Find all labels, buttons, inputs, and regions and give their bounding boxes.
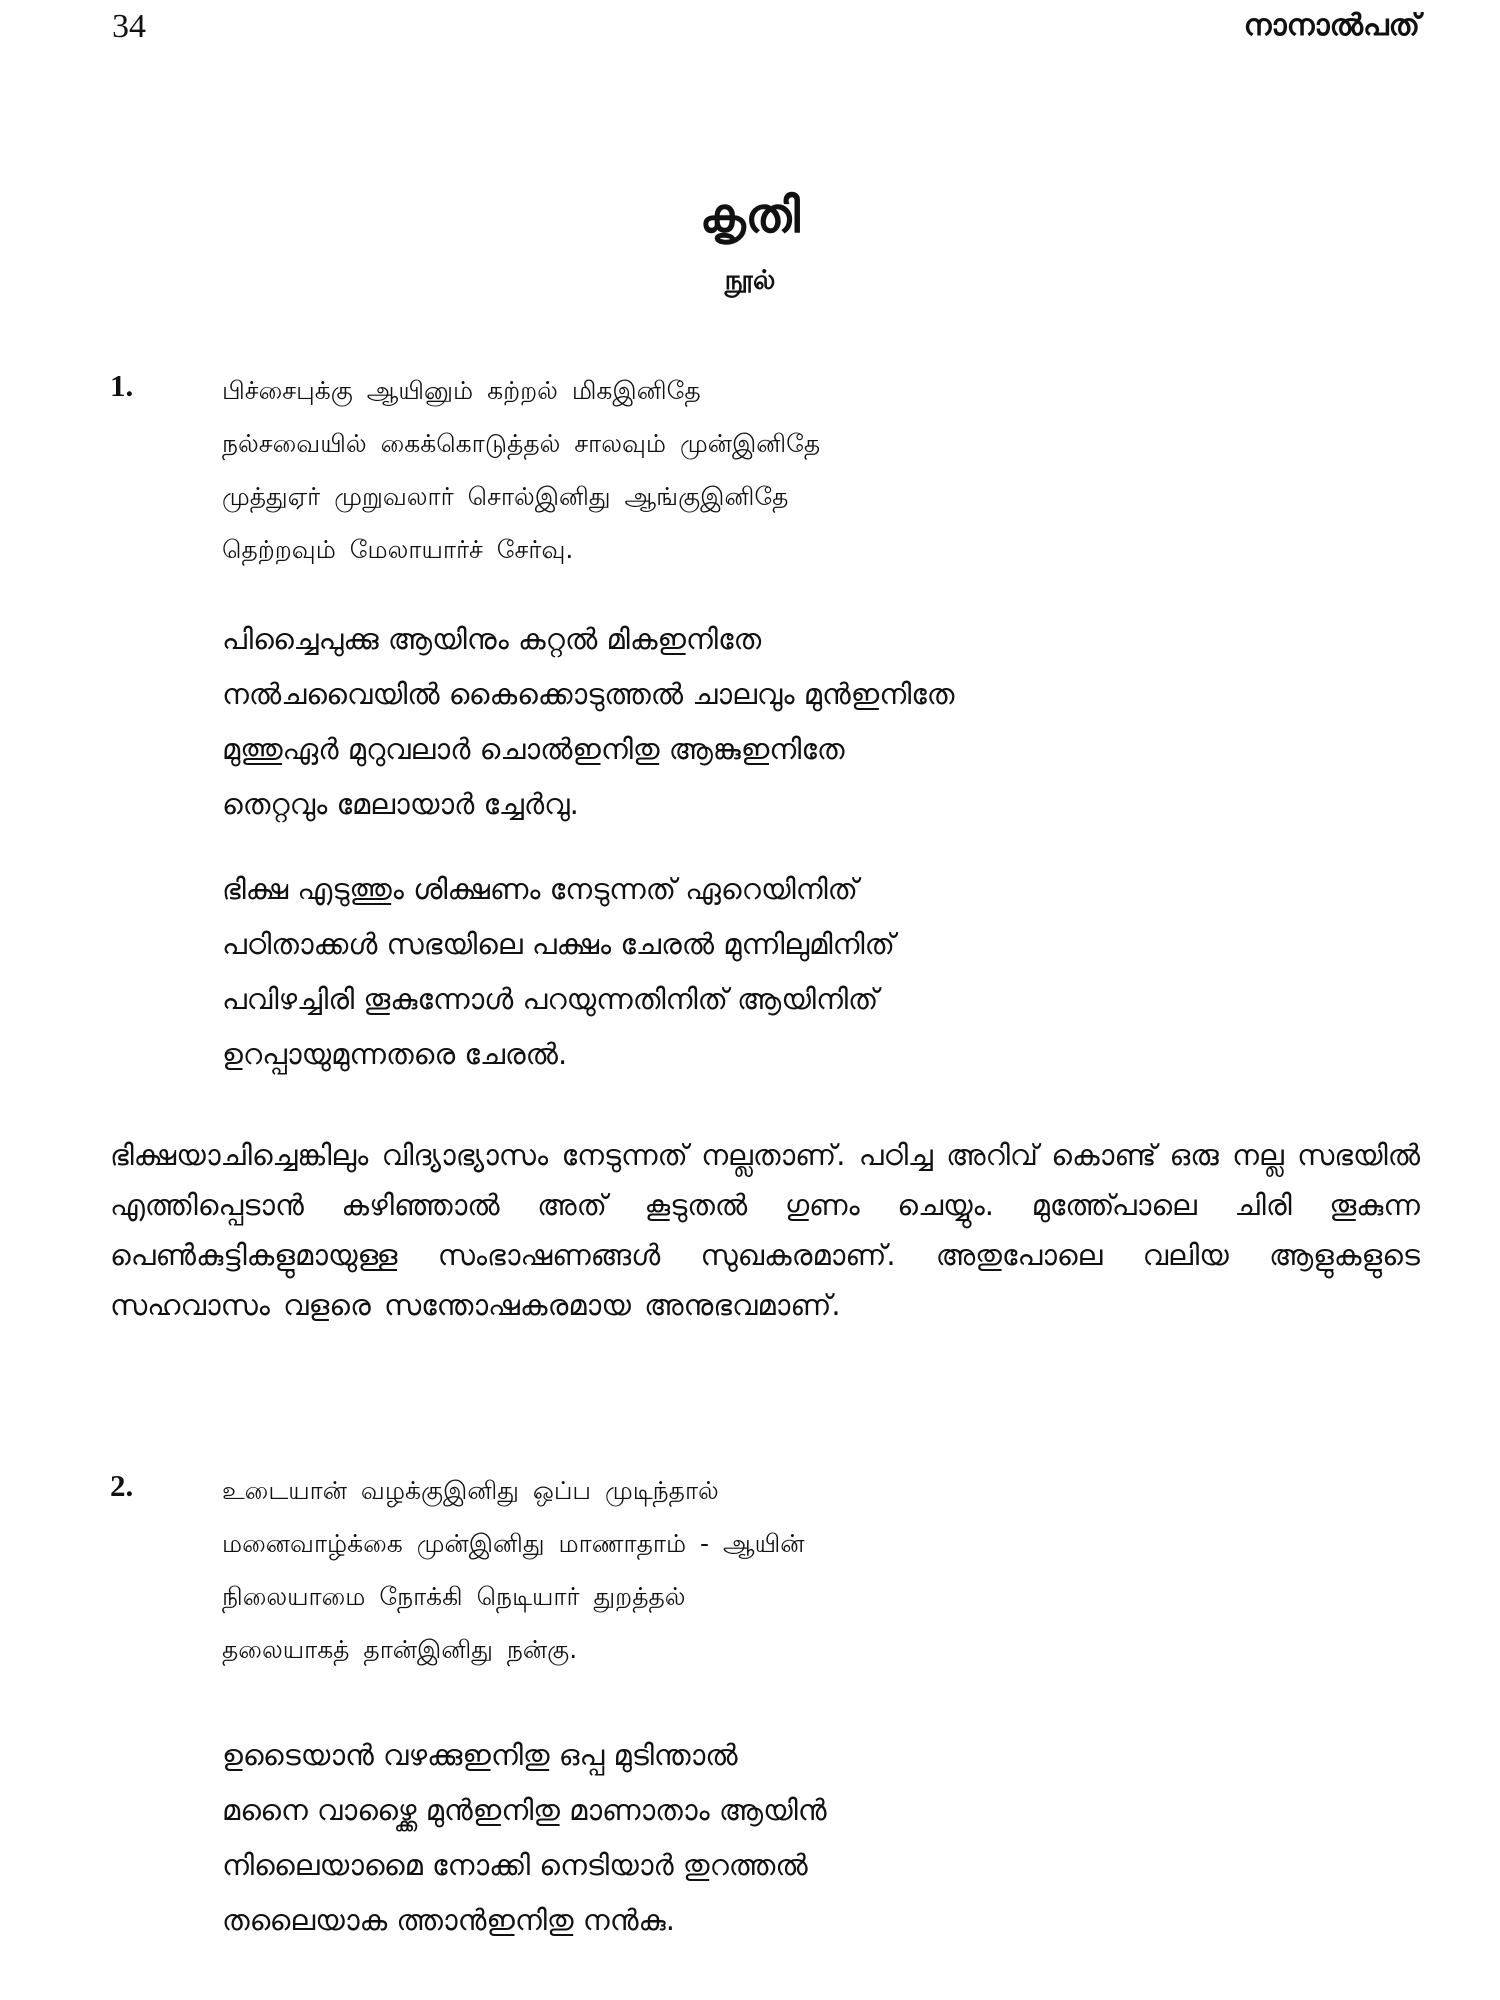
transliteration-line: പിച്ചൈപുക്കു ആയിനും കറ്റൽ മികഇനിതേ bbox=[222, 622, 762, 656]
translation-line: പഠിതാക്കൾ സഭയിലെ പക്ഷം ചേരൽ മുന്നിലുമിനിത് bbox=[222, 927, 895, 961]
malayalam-transliteration bbox=[222, 1728, 827, 1948]
page-number: 34 bbox=[112, 8, 146, 45]
transliteration-line: തെറ്റവും മേലായാർ ച്ചേർവു. bbox=[222, 787, 579, 821]
translation-line: ഉറപ്പായുമുന്നതരെ ചേരൽ. bbox=[222, 1037, 568, 1071]
transliteration-line: ഉടൈയാൻ വഴക്കുഇനിതു ഒപ്പ മുടിന്താൽ bbox=[222, 1738, 738, 1772]
transliteration-line: നിലൈയാമൈ നോക്കി നെടിയാർ തുറത്തൽ bbox=[222, 1848, 808, 1882]
verse-number: 2. bbox=[110, 1468, 134, 1503]
tamil-verse-line: தலையாகத் தான்இனிது நன்கு. bbox=[222, 1635, 578, 1664]
tamil-verse-line: தெற்றவும் மேலாயார்ச் சேர்வு. bbox=[222, 535, 574, 564]
tamil-verse-line: மனைவாழ்க்கை முன்இனிது மாணாதாம் - ஆயின் bbox=[222, 1529, 805, 1558]
malayalam-verse-translation bbox=[222, 862, 895, 1082]
verse-number: 1. bbox=[110, 368, 134, 403]
chapter-subtitle: நூல் bbox=[724, 265, 776, 296]
tamil-verse bbox=[222, 364, 820, 576]
transliteration-line: നൽചവൈയിൽ കൈക്കൊടുത്തൽ ചാലവും മുൻഇനിതേ bbox=[222, 677, 955, 711]
tamil-verse-line: நல்சவையில் கைக்கொடுத்தல் சாலவும் முன்இனிதே bbox=[222, 429, 821, 458]
running-header-title: നാനാൽപത് bbox=[1243, 8, 1420, 43]
transliteration-line: തലൈയാക ത്താൻഇനിതു നൻകു. bbox=[222, 1903, 675, 1937]
tamil-verse-line: நிலையாமை நோக்கி நெடியார் துறத்தல் bbox=[222, 1582, 686, 1611]
malayalam-transliteration bbox=[222, 612, 954, 832]
transliteration-line: മനൈ വാഴ്ക്കൈ മുൻഇനിതു മാണാതാം ആയിൻ bbox=[222, 1793, 827, 1827]
prose-explanation: ഭിക്ഷയാചിച്ചെങ്കിലും വിദ്യാഭ്യാസം നേടുന്നത് നല്ലതാണ്. പഠിച്ച അറിവ് കൊണ്ട് ഒരു നല്ല സഭയിൽ എത്തിപ്പെടാൻ കഴിഞ്ഞാൽ അത് കൂടുതൽ ഗുണം ചെയ്യും. മുത്ത്പോലെ ചിരി തൂകുന്ന പെൺകുട്ടികളുമായുള്ള സംഭാഷണങ്ങൾ സുഖകരമാണ്. അതുപോലെ വലിയ ആളുകളുടെ സഹവാസം വളരെ സന്തോഷകരമായ അനുഭവമാണ്. bbox=[110, 1138, 1420, 1322]
tamil-verse-line: உடையான் வழக்குஇனிது ஒப்ப முடிந்தால் bbox=[222, 1476, 719, 1505]
tamil-verse-line: முத்துஏர் முறுவலார் சொல்இனிது ஆங்குஇனிதே bbox=[222, 482, 789, 511]
chapter-title: കൃതി bbox=[700, 188, 800, 244]
translation-line: ഭിക്ഷ എടുത്തും ശിക്ഷണം നേടുന്നത് ഏറെയിനിത് bbox=[222, 872, 858, 906]
transliteration-line: മുത്തുഏർ മുറുവലാർ ചൊൽഇനിതു ആങ്കുഇനിതേ bbox=[222, 732, 845, 766]
tamil-verse-line: பிச்சைபுக்கு ஆயினும் கற்றல் மிகஇனிதே bbox=[222, 376, 701, 405]
tamil-verse bbox=[222, 1464, 805, 1676]
translation-line: പവിഴച്ചിരി തൂകുന്നോൾ പറയുന്നതിനിത് ആയിനിത് bbox=[222, 982, 879, 1016]
